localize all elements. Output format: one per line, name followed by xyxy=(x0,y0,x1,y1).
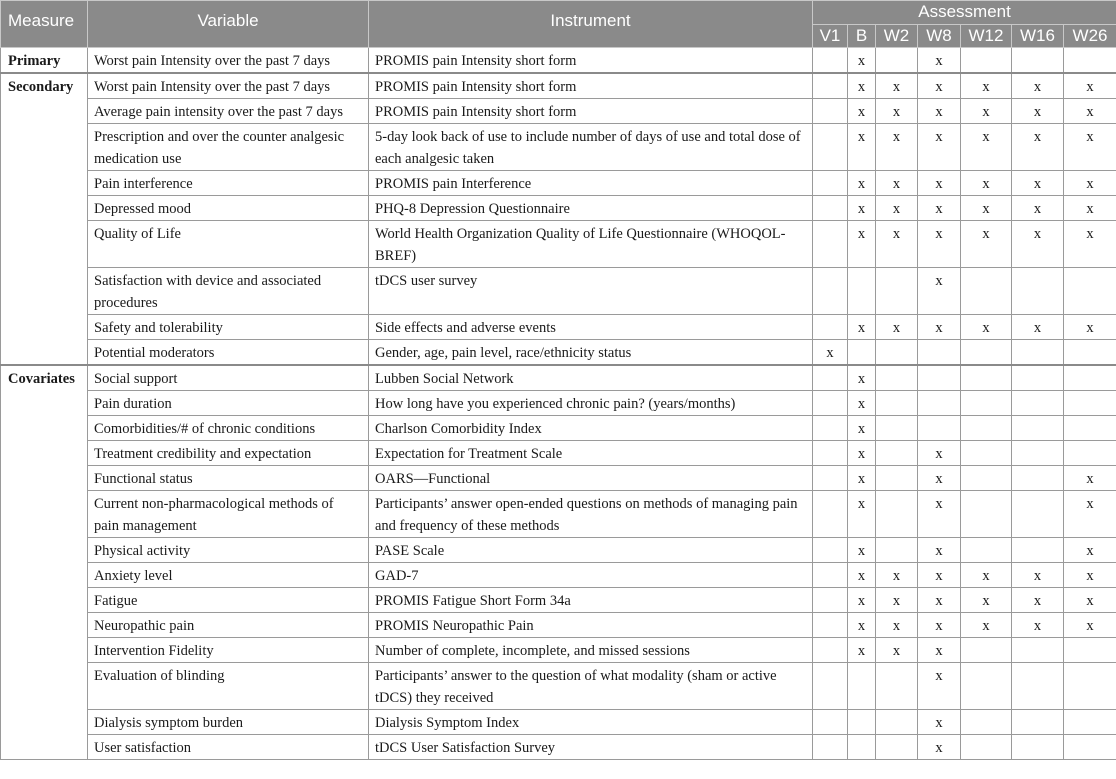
assessment-mark-w8: x xyxy=(918,588,961,613)
table-row xyxy=(1,340,1116,366)
assessment-mark-b: x xyxy=(848,538,876,563)
assessment-mark-w12 xyxy=(961,735,1012,760)
assessment-mark-w12 xyxy=(961,365,1012,391)
assessment-mark-b xyxy=(848,340,876,366)
assessment-mark-w26: x xyxy=(1064,73,1116,99)
assessment-mark-b: x xyxy=(848,48,876,74)
assessment-mark-w26: x xyxy=(1064,124,1116,171)
assessment-mark-w2 xyxy=(876,491,918,538)
assessment-mark-w2: x xyxy=(876,73,918,99)
assessment-mark-w26 xyxy=(1064,365,1116,391)
assessment-mark-w2: x xyxy=(876,221,918,268)
instrument-cell: PROMIS pain Interference xyxy=(369,171,813,196)
assessment-mark-w26 xyxy=(1064,416,1116,441)
variable-cell: Dialysis symptom burden xyxy=(88,710,369,735)
assessment-mark-w8: x xyxy=(918,663,961,710)
table-row xyxy=(1,588,1116,613)
assessment-mark-b: x xyxy=(848,588,876,613)
assessment-mark-v1 xyxy=(813,416,848,441)
table-row xyxy=(1,491,1116,538)
instrument-cell: Side effects and adverse events xyxy=(369,315,813,340)
assessment-mark-w2: x xyxy=(876,315,918,340)
assessment-mark-w2: x xyxy=(876,196,918,221)
assessment-mark-w16 xyxy=(1012,638,1064,663)
assessment-mark-w8: x xyxy=(918,491,961,538)
instrument-cell: GAD-7 xyxy=(369,563,813,588)
header-measure: Measure xyxy=(1,1,88,48)
assessment-mark-w16 xyxy=(1012,340,1064,366)
assessment-mark-v1 xyxy=(813,588,848,613)
assessment-mark-w2: x xyxy=(876,638,918,663)
table-row xyxy=(1,48,1116,74)
table-row xyxy=(1,124,1116,171)
assessment-mark-b: x xyxy=(848,221,876,268)
assessment-mark-b: x xyxy=(848,491,876,538)
assessment-mark-w16 xyxy=(1012,466,1064,491)
variable-cell: Depressed mood xyxy=(88,196,369,221)
assessment-mark-v1 xyxy=(813,73,848,99)
assessment-mark-w26: x xyxy=(1064,538,1116,563)
assessment-mark-w16: x xyxy=(1012,315,1064,340)
table-row xyxy=(1,466,1116,491)
assessment-mark-w12 xyxy=(961,391,1012,416)
variable-cell: Pain duration xyxy=(88,391,369,416)
assessment-mark-w12 xyxy=(961,491,1012,538)
assessment-mark-w8: x xyxy=(918,538,961,563)
variable-cell: Social support xyxy=(88,365,369,391)
assessment-mark-v1 xyxy=(813,441,848,466)
assessment-mark-b: x xyxy=(848,171,876,196)
assessment-mark-w26 xyxy=(1064,391,1116,416)
assessment-mark-b xyxy=(848,735,876,760)
assessment-mark-w26: x xyxy=(1064,196,1116,221)
table-row xyxy=(1,391,1116,416)
assessment-mark-v1 xyxy=(813,171,848,196)
instrument-cell: PROMIS Neuropathic Pain xyxy=(369,613,813,638)
variable-cell: Potential moderators xyxy=(88,340,369,366)
instrument-cell: PROMIS Fatigue Short Form 34a xyxy=(369,588,813,613)
assessment-mark-v1 xyxy=(813,710,848,735)
assessment-mark-w12: x xyxy=(961,588,1012,613)
assessment-mark-v1 xyxy=(813,663,848,710)
instrument-cell: tDCS user survey xyxy=(369,268,813,315)
instrument-cell: PHQ-8 Depression Questionnaire xyxy=(369,196,813,221)
assessment-mark-w16 xyxy=(1012,391,1064,416)
assessment-mark-b: x xyxy=(848,466,876,491)
variable-cell: Worst pain Intensity over the past 7 days xyxy=(88,48,369,74)
header-visit: B xyxy=(848,24,876,48)
assessment-mark-w16 xyxy=(1012,538,1064,563)
variable-cell: Prescription and over the counter analgesic medication use xyxy=(88,124,369,171)
assessment-mark-w16 xyxy=(1012,48,1064,74)
header-variable: Variable xyxy=(88,1,369,48)
assessment-mark-v1 xyxy=(813,613,848,638)
table-row xyxy=(1,221,1116,268)
variable-cell: Comorbidities/# of chronic conditions xyxy=(88,416,369,441)
assessment-mark-v1 xyxy=(813,221,848,268)
assessment-mark-b: x xyxy=(848,73,876,99)
variable-cell: Functional status xyxy=(88,466,369,491)
assessment-mark-w16: x xyxy=(1012,588,1064,613)
assessment-mark-b: x xyxy=(848,99,876,124)
assessment-mark-v1 xyxy=(813,196,848,221)
variable-cell: Satisfaction with device and associated procedures xyxy=(88,268,369,315)
assessment-mark-v1 xyxy=(813,466,848,491)
assessment-mark-w2 xyxy=(876,391,918,416)
assessment-mark-w12: x xyxy=(961,563,1012,588)
assessment-mark-w12: x xyxy=(961,99,1012,124)
variable-cell: Anxiety level xyxy=(88,563,369,588)
assessment-mark-w8 xyxy=(918,391,961,416)
assessment-mark-w26 xyxy=(1064,48,1116,74)
assessment-mark-w26: x xyxy=(1064,588,1116,613)
assessment-mark-w12: x xyxy=(961,171,1012,196)
assessment-mark-w26 xyxy=(1064,638,1116,663)
header-visit: W12 xyxy=(961,24,1012,48)
assessment-mark-w16 xyxy=(1012,268,1064,315)
assessment-mark-w26 xyxy=(1064,268,1116,315)
assessment-mark-w2: x xyxy=(876,588,918,613)
header-instrument: Instrument xyxy=(369,1,813,48)
instrument-cell: Number of complete, incomplete, and missed sessions xyxy=(369,638,813,663)
assessment-mark-w12 xyxy=(961,710,1012,735)
assessment-mark-w16 xyxy=(1012,735,1064,760)
assessment-mark-w26: x xyxy=(1064,466,1116,491)
table-row xyxy=(1,735,1116,760)
assessment-mark-w16 xyxy=(1012,663,1064,710)
table-row xyxy=(1,710,1116,735)
assessment-mark-w16: x xyxy=(1012,196,1064,221)
assessment-mark-w16 xyxy=(1012,710,1064,735)
instrument-cell: Dialysis Symptom Index xyxy=(369,710,813,735)
assessment-mark-b: x xyxy=(848,315,876,340)
assessment-mark-w8 xyxy=(918,416,961,441)
header-row-top xyxy=(1,1,1116,25)
variable-cell: Current non-pharmacological methods of pain management xyxy=(88,491,369,538)
assessment-mark-w12: x xyxy=(961,124,1012,171)
assessment-mark-w16 xyxy=(1012,365,1064,391)
variable-cell: Fatigue xyxy=(88,588,369,613)
assessment-mark-v1: x xyxy=(813,340,848,366)
assessment-mark-w26 xyxy=(1064,663,1116,710)
assessment-mark-w8: x xyxy=(918,73,961,99)
assessment-mark-w8: x xyxy=(918,99,961,124)
assessment-mark-v1 xyxy=(813,491,848,538)
variable-cell: Safety and tolerability xyxy=(88,315,369,340)
assessment-mark-b: x xyxy=(848,365,876,391)
assessment-mark-w2: x xyxy=(876,563,918,588)
assessment-mark-b: x xyxy=(848,416,876,441)
instrument-cell: OARS—Functional xyxy=(369,466,813,491)
variable-cell: User satisfaction xyxy=(88,735,369,760)
header-visit: W16 xyxy=(1012,24,1064,48)
header-visit: W26 xyxy=(1064,24,1116,48)
assessment-mark-v1 xyxy=(813,638,848,663)
header-visit: W2 xyxy=(876,24,918,48)
assessment-mark-v1 xyxy=(813,391,848,416)
assessment-mark-w8 xyxy=(918,365,961,391)
assessment-mark-b: x xyxy=(848,441,876,466)
variable-cell: Intervention Fidelity xyxy=(88,638,369,663)
assessment-mark-w8: x xyxy=(918,735,961,760)
assessment-mark-w12: x xyxy=(961,73,1012,99)
instrument-cell: Expectation for Treatment Scale xyxy=(369,441,813,466)
table-row xyxy=(1,268,1116,315)
assessment-mark-v1 xyxy=(813,735,848,760)
assessment-mark-w8: x xyxy=(918,221,961,268)
assessment-mark-w12 xyxy=(961,638,1012,663)
assessment-mark-w26: x xyxy=(1064,563,1116,588)
assessment-mark-v1 xyxy=(813,48,848,74)
assessment-mark-w8: x xyxy=(918,563,961,588)
table-row xyxy=(1,563,1116,588)
assessment-mark-b: x xyxy=(848,124,876,171)
assessment-mark-w26: x xyxy=(1064,613,1116,638)
assessment-mark-w16: x xyxy=(1012,99,1064,124)
instrument-cell: Charlson Comorbidity Index xyxy=(369,416,813,441)
instrument-cell: Participants’ answer open-ended questions on methods of managing pain and frequency of these methods xyxy=(369,491,813,538)
assessment-mark-v1 xyxy=(813,124,848,171)
assessment-mark-w12 xyxy=(961,663,1012,710)
measure-cell: Secondary xyxy=(1,73,88,365)
assessment-mark-b xyxy=(848,710,876,735)
assessment-mark-w12: x xyxy=(961,221,1012,268)
assessment-mark-w2 xyxy=(876,663,918,710)
assessment-mark-w26: x xyxy=(1064,315,1116,340)
assessment-mark-w16 xyxy=(1012,491,1064,538)
instrument-cell: Lubben Social Network xyxy=(369,365,813,391)
assessment-mark-b xyxy=(848,268,876,315)
measure-cell: Primary xyxy=(1,48,88,74)
table-row xyxy=(1,538,1116,563)
table-row xyxy=(1,663,1116,710)
assessment-mark-w12 xyxy=(961,538,1012,563)
instrument-cell: Participants’ answer to the question of what modality (sham or active tDCS) they received xyxy=(369,663,813,710)
assessment-mark-w8: x xyxy=(918,466,961,491)
assessment-mark-w12 xyxy=(961,268,1012,315)
variable-cell: Treatment credibility and expectation xyxy=(88,441,369,466)
header-visit: V1 xyxy=(813,24,848,48)
assessment-mark-w2: x xyxy=(876,613,918,638)
assessment-mark-w16 xyxy=(1012,416,1064,441)
assessment-mark-w12 xyxy=(961,48,1012,74)
measure-cell: Covariates xyxy=(1,365,88,760)
instrument-cell: 5-day look back of use to include number of days of use and total dose of each analgesic taken xyxy=(369,124,813,171)
assessment-mark-w26 xyxy=(1064,735,1116,760)
instrument-cell: How long have you experienced chronic pain? (years/months) xyxy=(369,391,813,416)
assessment-mark-w8: x xyxy=(918,171,961,196)
table-row xyxy=(1,196,1116,221)
instrument-cell: PROMIS pain Intensity short form xyxy=(369,99,813,124)
assessment-mark-v1 xyxy=(813,365,848,391)
header-visit: W8 xyxy=(918,24,961,48)
assessment-mark-v1 xyxy=(813,268,848,315)
assessment-mark-w2 xyxy=(876,735,918,760)
assessment-mark-w12: x xyxy=(961,196,1012,221)
assessment-mark-b: x xyxy=(848,638,876,663)
variable-cell: Evaluation of blinding xyxy=(88,663,369,710)
instrument-cell: PROMIS pain Intensity short form xyxy=(369,73,813,99)
header-assessment: Assessment xyxy=(813,1,1116,25)
assessment-mark-w8: x xyxy=(918,710,961,735)
table-row xyxy=(1,441,1116,466)
table-header xyxy=(1,1,1116,48)
table-row xyxy=(1,171,1116,196)
assessment-mark-w16: x xyxy=(1012,221,1064,268)
assessment-mark-b: x xyxy=(848,613,876,638)
assessment-mark-w2 xyxy=(876,466,918,491)
variable-cell: Physical activity xyxy=(88,538,369,563)
assessment-mark-w26: x xyxy=(1064,171,1116,196)
assessment-mark-w2: x xyxy=(876,99,918,124)
assessment-mark-w16: x xyxy=(1012,563,1064,588)
table-body xyxy=(1,48,1116,760)
table-row xyxy=(1,73,1116,99)
assessment-mark-v1 xyxy=(813,99,848,124)
assessment-mark-w8: x xyxy=(918,613,961,638)
assessment-mark-b xyxy=(848,663,876,710)
assessment-mark-w8: x xyxy=(918,48,961,74)
assessment-mark-w8: x xyxy=(918,124,961,171)
table-row xyxy=(1,315,1116,340)
variable-cell: Average pain intensity over the past 7 days xyxy=(88,99,369,124)
table-row xyxy=(1,613,1116,638)
assessment-mark-w26 xyxy=(1064,340,1116,366)
assessment-mark-w26 xyxy=(1064,441,1116,466)
assessment-mark-w26: x xyxy=(1064,221,1116,268)
table-row xyxy=(1,416,1116,441)
variable-cell: Pain interference xyxy=(88,171,369,196)
assessment-mark-w26: x xyxy=(1064,491,1116,538)
assessment-mark-b: x xyxy=(848,391,876,416)
instrument-cell: World Health Organization Quality of Life Questionnaire (WHOQOL-BREF) xyxy=(369,221,813,268)
variable-cell: Neuropathic pain xyxy=(88,613,369,638)
assessment-mark-w2 xyxy=(876,365,918,391)
assessment-mark-w16 xyxy=(1012,441,1064,466)
table-row xyxy=(1,638,1116,663)
instrument-cell: PASE Scale xyxy=(369,538,813,563)
assessment-mark-w2 xyxy=(876,441,918,466)
assessment-mark-w8: x xyxy=(918,441,961,466)
variable-cell: Worst pain Intensity over the past 7 days xyxy=(88,73,369,99)
instrument-cell: tDCS User Satisfaction Survey xyxy=(369,735,813,760)
assessment-mark-w8: x xyxy=(918,268,961,315)
assessment-mark-b: x xyxy=(848,563,876,588)
assessment-mark-w12: x xyxy=(961,613,1012,638)
assessment-mark-w12 xyxy=(961,441,1012,466)
assessment-mark-b: x xyxy=(848,196,876,221)
assessment-mark-w12 xyxy=(961,340,1012,366)
assessment-mark-w12: x xyxy=(961,315,1012,340)
assessment-mark-w2 xyxy=(876,340,918,366)
assessment-mark-w2 xyxy=(876,538,918,563)
assessment-mark-w2: x xyxy=(876,171,918,196)
assessment-mark-w12 xyxy=(961,466,1012,491)
assessment-mark-w2: x xyxy=(876,124,918,171)
assessment-mark-w16: x xyxy=(1012,73,1064,99)
table-row xyxy=(1,365,1116,391)
assessment-mark-v1 xyxy=(813,538,848,563)
table-row xyxy=(1,99,1116,124)
variable-cell: Quality of Life xyxy=(88,221,369,268)
assessment-mark-w2 xyxy=(876,416,918,441)
assessment-mark-w8: x xyxy=(918,315,961,340)
assessment-mark-w8 xyxy=(918,340,961,366)
assessment-mark-w16: x xyxy=(1012,124,1064,171)
assessment-mark-w8: x xyxy=(918,196,961,221)
assessment-mark-w2 xyxy=(876,710,918,735)
assessment-mark-w8: x xyxy=(918,638,961,663)
assessment-mark-v1 xyxy=(813,563,848,588)
assessment-mark-w26 xyxy=(1064,710,1116,735)
assessment-mark-w12 xyxy=(961,416,1012,441)
assessment-mark-v1 xyxy=(813,315,848,340)
assessment-mark-w2 xyxy=(876,48,918,74)
instrument-cell: PROMIS pain Intensity short form xyxy=(369,48,813,74)
assessment-mark-w26: x xyxy=(1064,99,1116,124)
assessment-mark-w16: x xyxy=(1012,613,1064,638)
assessment-mark-w2 xyxy=(876,268,918,315)
assessment-mark-w16: x xyxy=(1012,171,1064,196)
instrument-cell: Gender, age, pain level, race/ethnicity status xyxy=(369,340,813,366)
